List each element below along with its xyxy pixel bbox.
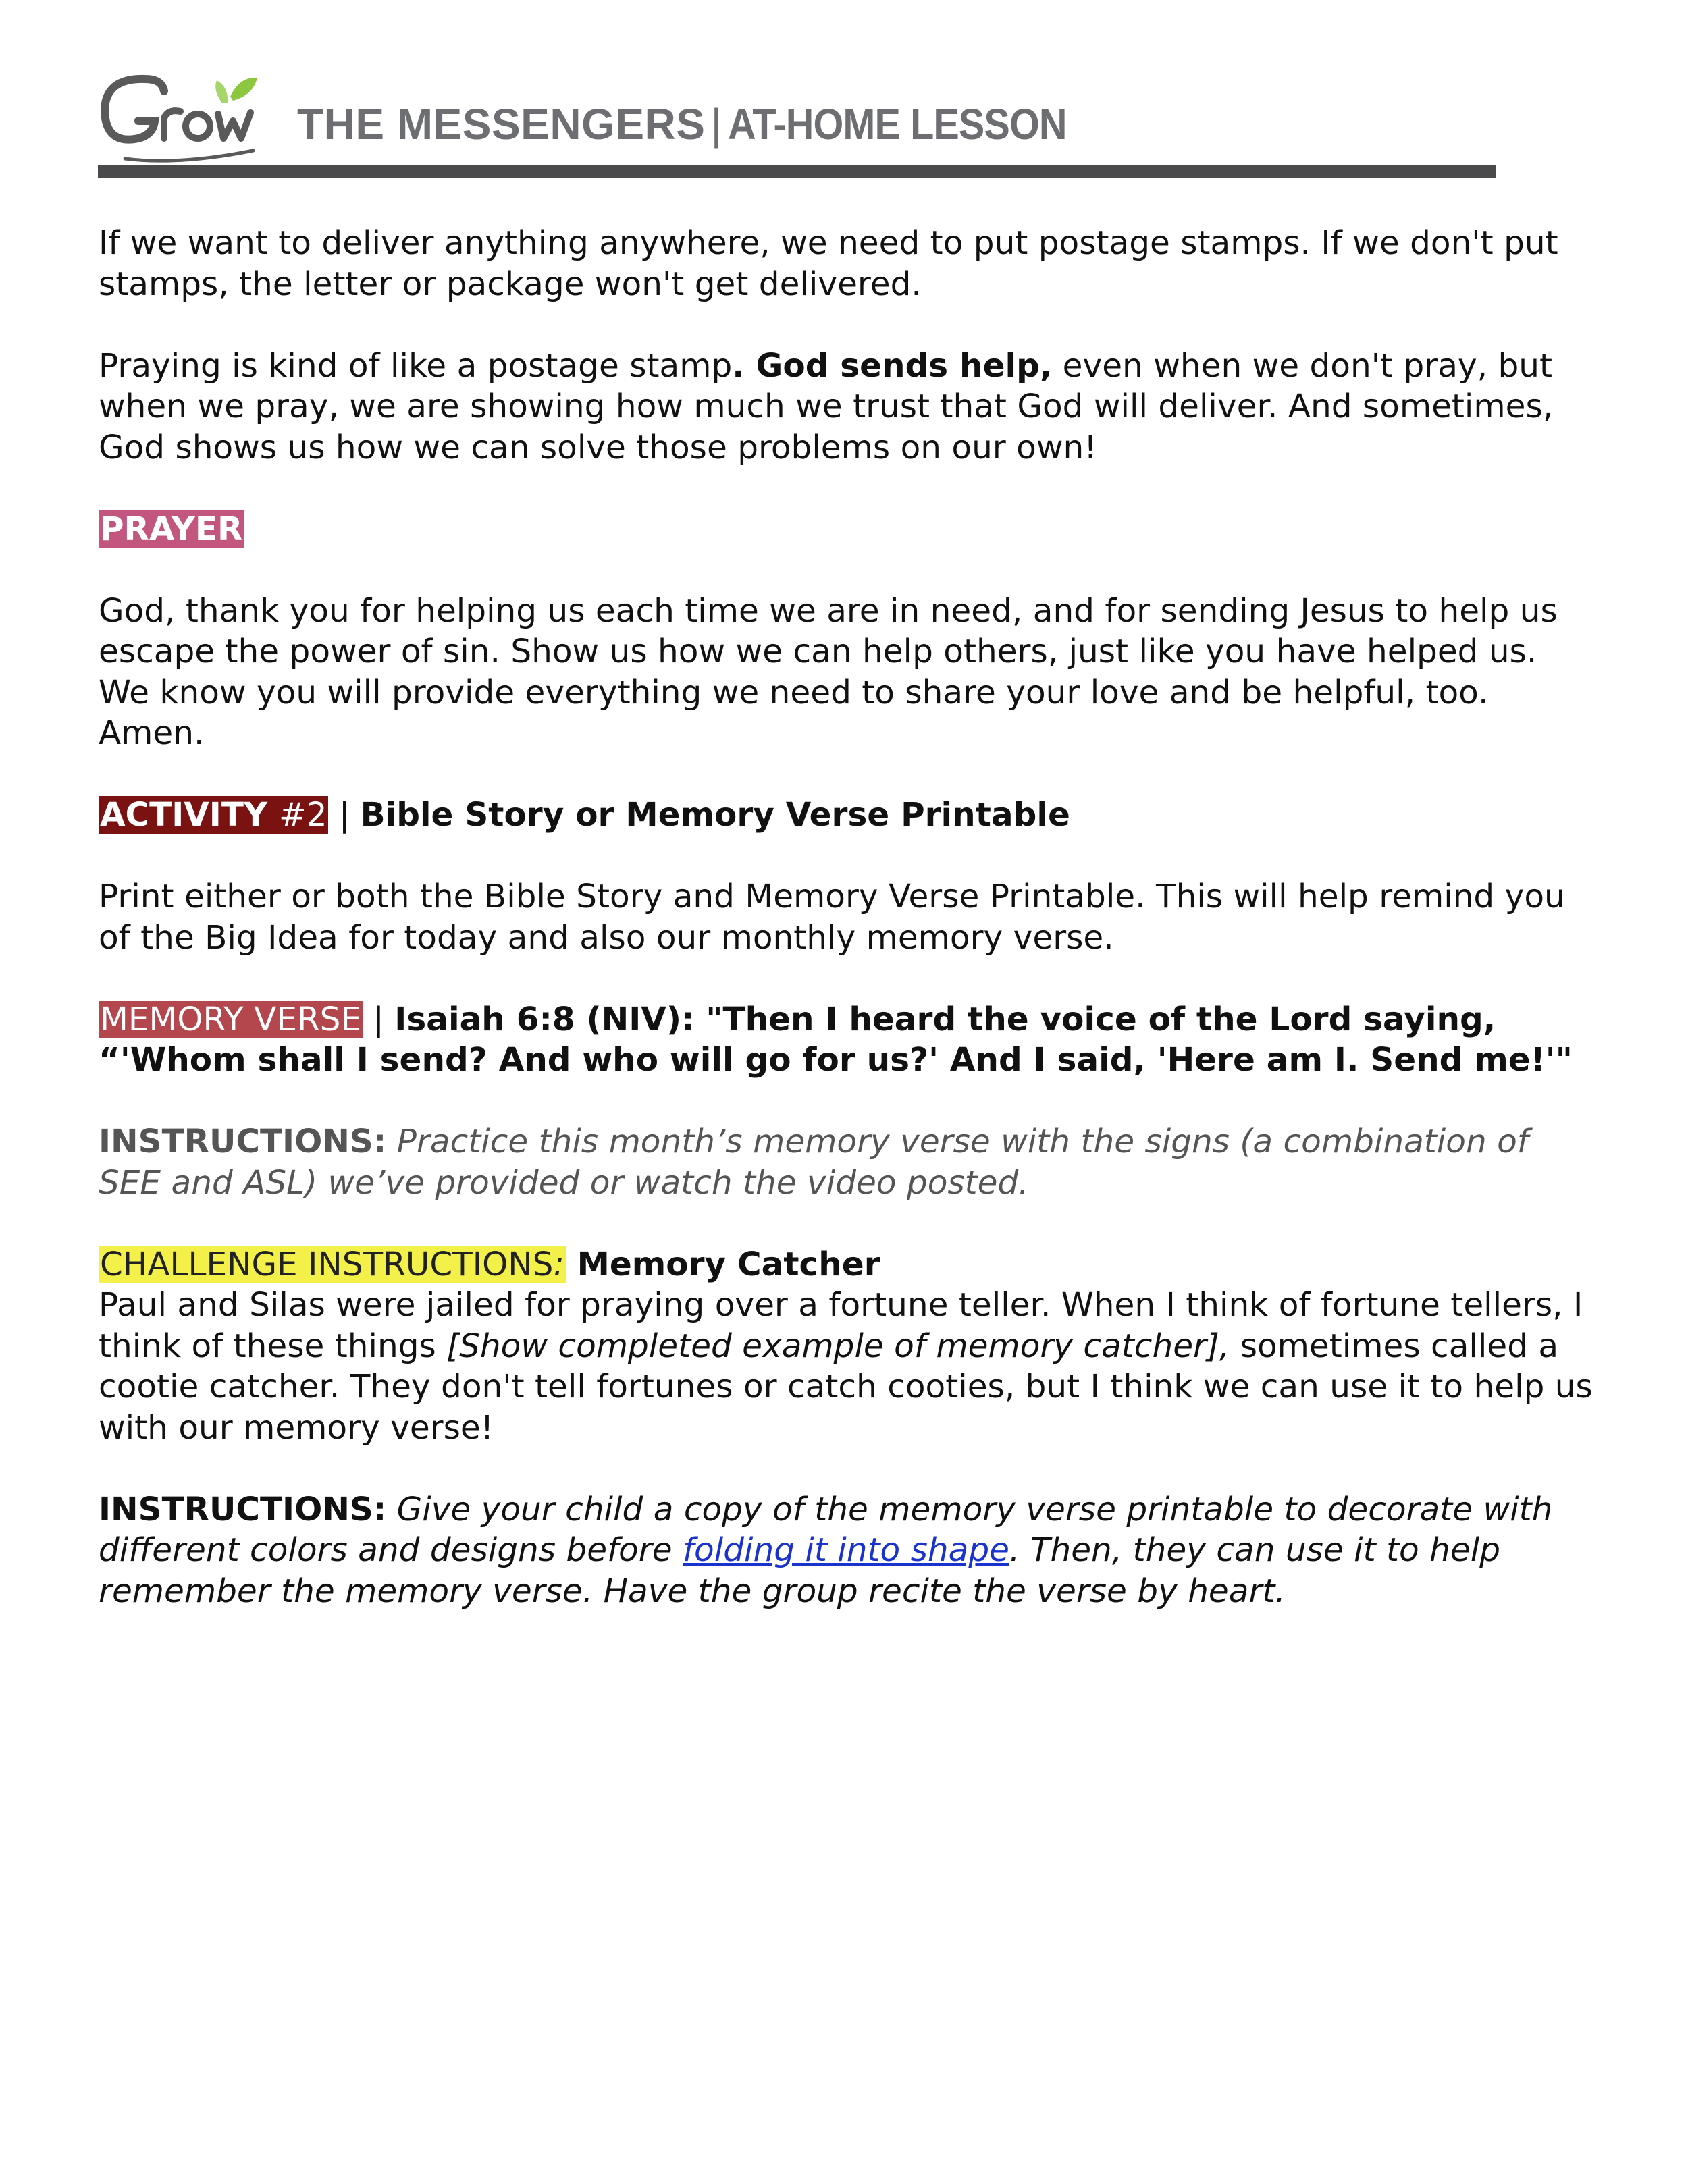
intro-p2-text-b: even when we don't pray, but when we pray, we are showing how much we trust that God will deliver. And sometimes, God shows us how we can solve those problems on our own! (99, 346, 1554, 467)
memory-verse-separator: | (363, 1000, 395, 1038)
prayer-label: PRAYER (100, 510, 243, 548)
title-main: THE MESSENGERS (297, 100, 706, 149)
prayer-heading (99, 509, 1598, 550)
folding-link[interactable]: folding it into shape (682, 1531, 1009, 1569)
challenge-text-b: sometimes called a cootie catcher. They don't tell fortunes or catch cooties, but I think we can use it to help us with our memory verse! (99, 1327, 1593, 1447)
intro-p2-bold: . God sends help, (732, 346, 1053, 385)
lesson-content (99, 223, 1598, 1653)
challenge-text-a: Paul and Silas were jailed for praying over a fortune teller. When I think of fortune tellers, I think of these things (99, 1286, 1583, 1365)
challenge-instructions (99, 1489, 1598, 1612)
page-header (98, 64, 1496, 179)
challenge-label-text: CHALLENGE INSTRUCTIONS (100, 1245, 554, 1283)
activity-text: Print either or both the Bible Story and Memory Verse Printable. This will help remind you of the Big Idea for today and also our monthly memory verse. (99, 878, 1565, 957)
activity-number: #2 (278, 796, 327, 834)
memory-verse-text: Isaiah 6:8 (NIV): "Then I heard the voice of the Lord saying, “'Whom shall I send? And who will go for us?' And I said, 'Here am I. Send me!'" (99, 1000, 1573, 1079)
challenge-text (99, 1285, 1598, 1448)
challenge-heading (99, 1244, 1598, 1285)
title-separator: | (710, 100, 722, 149)
activity-heading (99, 795, 1598, 836)
intro-paragraph-1: If we want to deliver anything anywhere, we need to put postage stamps. If we don't put stamps, the letter or package won't get delivered. (99, 224, 1558, 303)
memory-instructions-text: Practice this month’s memory verse with the signs (a combination of SEE and ASL) we’ve provided or watch the video posted. (99, 1123, 1529, 1202)
memory-verse-heading (99, 999, 1598, 1081)
intro-p2-text-a: Praying is kind of like a postage stamp (99, 346, 733, 385)
page-title (297, 99, 1104, 149)
challenge-instructions-b: . Then, they can use it to help remember the memory verse. Have the group recite the verse by heart. (99, 1531, 1500, 1610)
activity-title: Bible Story or Memory Verse Printable (360, 796, 1070, 834)
activity-label-text: ACTIVITY (100, 796, 279, 834)
grow-logo (98, 64, 260, 165)
intro-paragraph-2 (99, 346, 1598, 469)
activity-label (99, 796, 328, 834)
challenge-label (99, 1246, 566, 1283)
title-sub: AT-HOME LESSON (727, 100, 1067, 149)
challenge-title: Memory Catcher (565, 1245, 880, 1283)
activity-separator: | (328, 796, 361, 834)
challenge-colon: : (553, 1245, 564, 1283)
prayer-text: God, thank you for helping us each time we are in need, and for sending Jesus to help us escape the power of sin. Show us how we can help others, just like you have helped us. We know you will provide everything we need to share your love and be helpful, too. Amen. (99, 591, 1558, 752)
memory-instructions-label: INSTRUCTIONS: (99, 1123, 387, 1161)
challenge-instructions-label: INSTRUCTIONS: (99, 1490, 387, 1528)
logo-text: Grow (98, 64, 100, 65)
challenge-text-italic: [Show completed example of memory catcher], (446, 1327, 1230, 1365)
memory-verse-instructions (99, 1121, 1598, 1203)
memory-verse-label: MEMORY VERSE (100, 1000, 362, 1038)
header-divider (98, 165, 1496, 178)
challenge-instructions-a: Give your child a copy of the memory verse printable to decorate with different colors and designs before (99, 1490, 1553, 1569)
